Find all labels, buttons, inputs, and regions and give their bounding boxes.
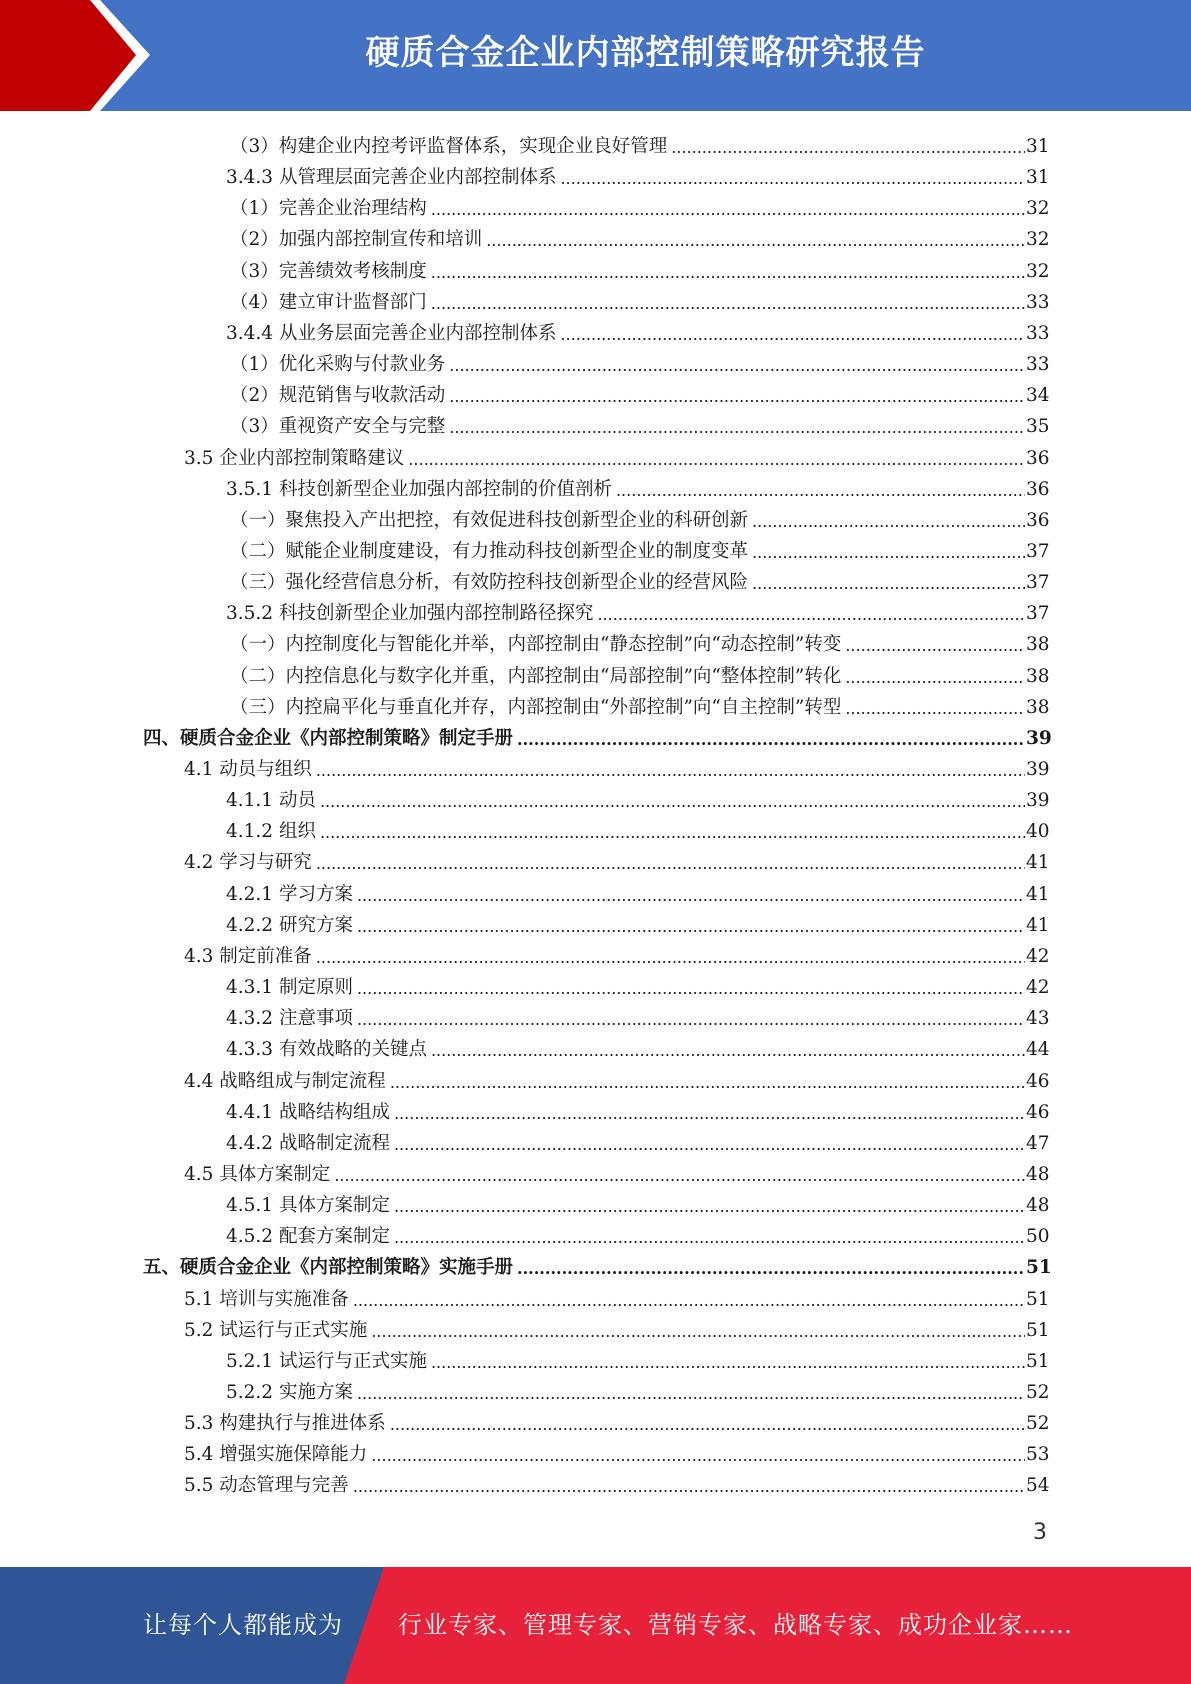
page-number: 3	[1033, 1520, 1047, 1545]
toc-entry[interactable]	[230, 407, 1048, 438]
toc-dot-leader	[316, 946, 1025, 968]
toc-entry-title: 3.5.1 科技创新型企业加强内部控制的价值剖析	[226, 479, 616, 501]
toc-entry-title: （三）强化经营信息分析，有效防控科技创新型企业的经营风险	[230, 572, 752, 594]
toc-entry-title: 5.3 构建执行与推进体系	[184, 1413, 390, 1435]
toc-entry-page: 32	[1026, 260, 1050, 282]
toc-entry[interactable]	[230, 283, 1048, 314]
toc-entry-page: 54	[1026, 1475, 1050, 1497]
toc-dot-leader	[431, 292, 1025, 314]
toc-dot-leader	[517, 728, 1025, 750]
toc-dot-leader	[394, 1102, 1025, 1124]
toc-entry[interactable]	[230, 220, 1048, 251]
toc-entry-page: 38	[1026, 665, 1050, 687]
toc-entry-page: 39	[1026, 759, 1050, 780]
toc-entry-page: 51	[1026, 1288, 1050, 1310]
toc-entry-page: 51	[1026, 1319, 1050, 1341]
toc-entry-page: 41	[1026, 914, 1050, 936]
toc-entry-page: 51	[1026, 1257, 1052, 1279]
toc-entry[interactable]	[226, 1030, 1048, 1061]
toc-dot-leader	[334, 1164, 1025, 1186]
toc-entry-title: （3）构建企业内控考评监督体系，实现企业良好管理	[230, 136, 671, 158]
toc-entry-title: 3.5.2 科技创新型企业加强内部控制路径探究	[226, 603, 597, 625]
toc-entry[interactable]	[184, 1280, 1048, 1311]
toc-entry-page: 32	[1026, 229, 1050, 251]
toc-entry-title: 4.1 动员与组织	[184, 759, 316, 781]
toc-entry[interactable]	[184, 843, 1048, 874]
toc-entry[interactable]	[184, 1311, 1048, 1342]
toc-entry-page: 37	[1026, 540, 1050, 562]
toc-entry[interactable]	[184, 1404, 1048, 1435]
toc-entry[interactable]	[184, 937, 1048, 968]
toc-dot-leader	[752, 510, 1025, 532]
toc-dot-leader	[486, 229, 1025, 251]
toc-entry-page: 48	[1026, 1195, 1050, 1217]
toc-dot-leader	[357, 977, 1025, 999]
toc-entry[interactable]	[230, 501, 1048, 532]
toc-entry[interactable]	[226, 1186, 1048, 1217]
toc-dot-leader	[449, 385, 1025, 407]
toc-dot-leader	[560, 167, 1025, 189]
toc-dot-leader	[431, 198, 1025, 220]
toc-entry[interactable]	[184, 1466, 1048, 1497]
toc-entry[interactable]	[230, 625, 1048, 656]
toc-entry-title: 4.3.2 注意事项	[226, 1008, 357, 1030]
toc-entry[interactable]	[226, 1093, 1048, 1124]
toc-entry-title: 4.5.1 具体方案制定	[226, 1195, 394, 1217]
page-footer	[0, 1567, 1191, 1684]
toc-dot-leader	[320, 790, 1025, 812]
toc-entry[interactable]	[226, 1217, 1048, 1248]
toc-entry[interactable]	[226, 594, 1048, 625]
toc-entry-title: 5.4 增强实施保障能力	[184, 1444, 371, 1466]
toc-entry[interactable]	[230, 376, 1048, 407]
toc-entry-title: 4.2.2 研究方案	[226, 915, 357, 937]
toc-dot-leader	[390, 1071, 1025, 1093]
toc-entry-title: （3）重视资产安全与完整	[230, 416, 449, 438]
toc-entry-title: （2）加强内部控制宣传和培训	[230, 229, 486, 251]
toc-entry-page: 44	[1026, 1039, 1050, 1061]
toc-entry[interactable]	[184, 1155, 1048, 1186]
toc-dot-leader	[320, 821, 1025, 843]
toc-entry-page: 43	[1026, 1008, 1050, 1030]
page-header	[0, 0, 1191, 111]
toc-entry-page: 39	[1026, 727, 1052, 749]
toc-entry-title: 4.2.1 学习方案	[226, 884, 357, 906]
toc-entry-page: 31	[1026, 167, 1050, 189]
toc-entry-page: 46	[1026, 1070, 1050, 1092]
toc-entry-page: 39	[1026, 790, 1050, 812]
toc-dot-leader	[353, 1289, 1025, 1311]
toc-entry-page: 34	[1026, 385, 1050, 407]
toc-entry-page: 46	[1026, 1101, 1050, 1123]
toc-entry[interactable]	[184, 439, 1048, 470]
toc-entry-title: 4.4.1 战略结构组成	[226, 1102, 394, 1124]
footer-slogan-right: 行业专家、管理专家、营销专家、战略专家、成功企业家……	[398, 1611, 1073, 1639]
report-title: 硬质合金企业内部控制策略研究报告	[365, 33, 926, 73]
toc-dot-leader	[357, 1008, 1025, 1030]
toc-dot-leader	[371, 1320, 1025, 1342]
toc-dot-leader	[752, 541, 1025, 563]
toc-entry-title: （一）内控制度化与智能化并举，内部控制由“静态控制”向“动态控制”转变	[230, 634, 845, 656]
toc-entry[interactable]	[226, 906, 1048, 937]
toc-dot-leader	[357, 915, 1025, 937]
toc-entry[interactable]	[230, 127, 1048, 158]
toc-dot-leader	[431, 1351, 1025, 1373]
toc-dot-leader	[845, 634, 1025, 656]
toc-dot-leader	[597, 603, 1025, 625]
toc-entry-page: 41	[1026, 883, 1050, 905]
toc-entry[interactable]	[226, 1342, 1048, 1373]
toc-entry-page: 38	[1026, 634, 1050, 656]
toc-entry-page: 36	[1026, 478, 1050, 500]
toc-dot-leader	[431, 1039, 1025, 1061]
toc-entry-title: 5.1 培训与实施准备	[184, 1289, 353, 1311]
toc-entry[interactable]	[230, 252, 1048, 283]
toc-entry[interactable]	[226, 999, 1048, 1030]
toc-entry-page: 33	[1026, 354, 1050, 376]
toc-entry-title: （2）规范销售与收款活动	[230, 385, 449, 407]
toc-entry[interactable]	[184, 1062, 1048, 1093]
toc-entry[interactable]	[226, 1373, 1048, 1404]
toc-dot-leader	[845, 697, 1025, 719]
toc-entry[interactable]	[226, 158, 1048, 189]
toc-entry-page: 35	[1026, 416, 1050, 438]
toc-dot-leader	[394, 1195, 1025, 1217]
toc-entry-page: 32	[1026, 198, 1050, 220]
toc-entry-title: 4.3 制定前准备	[184, 946, 316, 968]
footer-slogan-left: 让每个人都能成为	[143, 1611, 343, 1639]
toc-entry[interactable]	[230, 532, 1048, 563]
toc-entry-page: 31	[1026, 136, 1050, 157]
toc-entry-page: 42	[1026, 945, 1050, 967]
toc-dot-leader	[357, 1382, 1025, 1404]
toc-dot-leader	[394, 1226, 1025, 1248]
toc-entry[interactable]	[184, 750, 1048, 781]
toc-entry-page: 48	[1026, 1163, 1050, 1185]
toc-entry-title: 5.2 试运行与正式实施	[184, 1320, 371, 1342]
toc-entry[interactable]	[230, 563, 1048, 594]
toc-dot-leader	[752, 572, 1025, 594]
toc-entry-title: （1）优化采购与付款业务	[230, 354, 449, 376]
toc-entry-page: 52	[1026, 1382, 1050, 1403]
toc-entry-title: 4.1.2 组织	[226, 821, 320, 843]
toc-entry-page: 37	[1026, 572, 1050, 594]
toc-entry-page: 37	[1026, 603, 1050, 625]
toc-entry[interactable]	[226, 781, 1048, 812]
toc-dot-leader	[408, 448, 1025, 470]
toc-dot-leader	[371, 1444, 1025, 1466]
toc-entry[interactable]	[226, 875, 1048, 906]
toc-entry-title: （二）内控信息化与数字化并重，内部控制由“局部控制”向“整体控制”转化	[230, 666, 845, 688]
toc-entry-page: 53	[1026, 1444, 1050, 1466]
toc-entry[interactable]	[230, 189, 1048, 220]
toc-dot-leader	[394, 1133, 1025, 1155]
toc-entry[interactable]	[226, 470, 1048, 501]
toc-dot-leader	[316, 759, 1025, 781]
toc-entry-page: 33	[1026, 291, 1050, 313]
toc-dot-leader	[845, 666, 1025, 688]
toc-entry-title: （3）完善绩效考核制度	[230, 261, 431, 283]
toc-dot-leader	[449, 354, 1025, 376]
toc-entry[interactable]	[226, 968, 1048, 999]
toc-entry-page: 50	[1026, 1226, 1050, 1248]
toc-entry-title: 4.4.2 战略制定流程	[226, 1133, 394, 1155]
toc-entry[interactable]	[143, 1248, 1052, 1279]
toc-dot-leader	[671, 136, 1025, 158]
toc-entry-title: 4.4 战略组成与制定流程	[184, 1071, 390, 1093]
toc-entry-title: 4.3.1 制定原则	[226, 977, 357, 999]
toc-dot-leader	[316, 852, 1025, 874]
toc-entry[interactable]	[230, 688, 1048, 719]
toc-dot-leader	[353, 1475, 1025, 1497]
toc-entry-title: 4.1.1 动员	[226, 790, 320, 812]
toc-entry-title: 5.2.2 实施方案	[226, 1382, 357, 1404]
toc-entry-title: 5.5 动态管理与完善	[184, 1475, 353, 1497]
toc-entry-title: 4.5 具体方案制定	[184, 1164, 334, 1186]
toc-entry-title: （1）完善企业治理结构	[230, 198, 431, 220]
toc-entry-page: 41	[1026, 852, 1050, 874]
toc-entry-title: 3.4.4 从业务层面完善企业内部控制体系	[226, 323, 560, 345]
toc-dot-leader	[616, 479, 1025, 501]
toc-entry-title: 五、硬质合金企业《内部控制策略》实施手册	[143, 1257, 517, 1279]
toc-entry-title: 4.2 学习与研究	[184, 852, 316, 874]
toc-entry[interactable]	[230, 345, 1048, 376]
toc-entry-page: 51	[1026, 1350, 1050, 1372]
toc-entry[interactable]	[143, 719, 1052, 750]
toc-entry-title: （二）赋能企业制度建设，有力推动科技创新型企业的制度变革	[230, 541, 752, 563]
toc-entry-page: 38	[1026, 696, 1050, 718]
toc-entry[interactable]	[226, 314, 1048, 345]
toc-entry-page: 36	[1026, 509, 1050, 531]
toc-dot-leader	[449, 416, 1025, 438]
toc-entry-page: 42	[1026, 977, 1050, 999]
toc-dot-leader	[517, 1257, 1025, 1279]
toc-entry-title: 3.5 企业内部控制策略建议	[184, 448, 408, 470]
toc-entry-title: 四、硬质合金企业《内部控制策略》制定手册	[143, 728, 517, 750]
toc-entry-title: （三）内控扁平化与垂直化并存，内部控制由“外部控制”向“自主控制”转型	[230, 697, 845, 719]
toc-dot-leader	[431, 261, 1025, 283]
toc-entry-page: 47	[1026, 1132, 1050, 1154]
toc-entry[interactable]	[226, 1124, 1048, 1155]
toc-entry-title: 5.2.1 试运行与正式实施	[226, 1351, 431, 1373]
toc-entry-page: 40	[1026, 821, 1050, 843]
toc-entry-page: 33	[1026, 322, 1050, 344]
header-arrow-decoration	[0, 0, 160, 111]
toc-entry[interactable]	[230, 657, 1048, 688]
toc-entry-title: 3.4.3 从管理层面完善企业内部控制体系	[226, 167, 560, 189]
toc-entry-title: （4）建立审计监督部门	[230, 292, 431, 314]
toc-entry-title: 4.5.2 配套方案制定	[226, 1226, 394, 1248]
toc-entry[interactable]	[184, 1435, 1048, 1466]
toc-dot-leader	[390, 1413, 1025, 1435]
toc-entry-title: 4.3.3 有效战略的关键点	[226, 1039, 431, 1061]
toc-entry-page: 52	[1026, 1413, 1050, 1435]
toc-entry-page: 36	[1026, 447, 1050, 469]
toc-entry-title: （一）聚焦投入产出把控，有效促进科技创新型企业的科研创新	[230, 510, 752, 532]
toc-entry[interactable]	[226, 812, 1048, 843]
toc-dot-leader	[357, 884, 1025, 906]
toc-dot-leader	[560, 323, 1025, 345]
